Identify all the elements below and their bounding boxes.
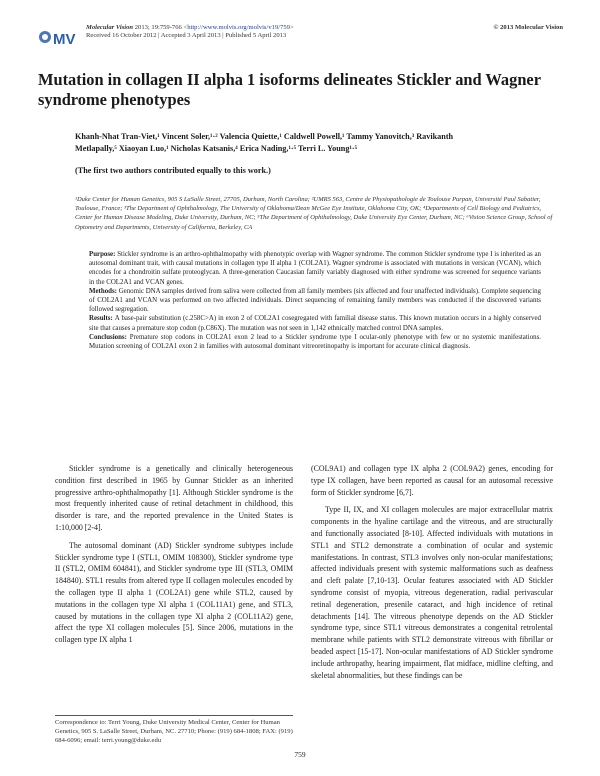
copyright: © 2013 Molecular Vision (493, 24, 563, 31)
affiliations: ¹Duke Center for Human Genetics, 905 S LaSalle Street, 27705, Durham, North Carolina; ²UMRS 563, Centre de Physiopathologie de Toulouse Purpan, Université Paul Sabatier, Toulouse, France; ³The Department of Ophthalmology, The University of Oklahoma/Dean McGee Eye Institute, Oklahoma City, OK; ⁴Departments of Cell Biology and Pediatrics, Center for Human Disease Modeling, Duke University, Durham, NC; ⁵The Department of Ophthalmology, Duke University Eye Center, Durham, NC; ⁶Vision Science Group, School of Optometry and Departments, University of California, Berkeley, CA (75, 196, 553, 231)
results-label: Results: (89, 315, 115, 323)
conclusions-text: Premature stop codons in COL2A1 exon 2 lead to a Stickler syndrome type I ocular-only phenotype with few or no systemic manifestations. Mutation screening of COL2A1 exon 2 in families with autosomal dominant vitreoretinopathy is important for accurate clinical diagnosis. (89, 333, 541, 351)
author-list (75, 131, 555, 154)
paragraph: The autosomal dominant (AD) Stickler syndrome subtypes include Stickler syndrome type I (STL1, OMIM 108300), Stickler syndrome type II (STL2, OMIM 604841), and Stickler syndrome type III (STL3, OMIM 184840). STL1 results from altered type II collagen molecules encoded by the collagen type II alpha 1 (COL2A1) gene while STL2, caused by mutations in the collagen type XI alpha 1 (COL11A1) gene, and STL3, caused by mutations in the collagen type XI alpha 2 (COL11A2) gene, affect the type XI collagen molecules [5]. Since 2006, mutations in the collagen type IX alpha 1 (55, 540, 293, 645)
citation: 2013; 19:759-766 < (133, 24, 188, 31)
authors-line-2: Metlapally,⁵ Xiaoyan Luo,¹ Nicholas Katsanis,⁴ Erica Nading,¹·⁵ Terri L. Young¹·⁵ (75, 143, 358, 153)
logo-text: MV (53, 31, 76, 48)
purpose-label: Purpose: (89, 251, 118, 258)
paragraph: Stickler syndrome is a genetically and clinically heterogeneous condition first described in 1965 by Gunnar Stickler as an inherited progressive arthro-ophthalmopathy [1]. Although Stickler syndrome is the most frequently inherited cause of retinal detachment in childhood, this disorder is rare, and the reported prevalence in the United States is 1:10,000 [2-4]. (55, 464, 293, 532)
results-text: A base-pair substitution (c.258C>A) in exon 2 of COL2A1 cosegregated with familial disease status. This known mutation occurs in a highly conserved site that causes a premature stop codon (p.C86X). The mutation was not seen in 1,142 ethnically matched control DNA samples. (89, 315, 541, 332)
paragraph: (COL9A1) and collagen type IX alpha 2 (COL9A2) genes, encoding for type IX collagen, have been reported as causal for an autosomal recessive form of Stickler syndrome [6,7]. (311, 464, 553, 497)
journal-name: Molecular Vision (86, 24, 134, 31)
abstract (89, 250, 541, 351)
methods-text: Genomic DNA samples derived from saliva were collected from all family members (six affected and four unaffected individuals). Complete sequencing of COL2A1 and VCAN was performed on two affected individuals. Direct sequencing of remaining family members was conducted if the discovered variants followed segregation. (89, 287, 541, 314)
body-left-column (55, 463, 293, 652)
article-title: Mutation in collagen II alpha 1 isoforms delineates Stickler and Wagner syndrome phenotypes (38, 70, 541, 109)
abstract-results (89, 314, 541, 332)
abstract-methods (89, 287, 541, 315)
abstract-conclusions (89, 333, 541, 351)
methods-label: Methods: (89, 287, 119, 295)
article-url-link[interactable]: http://www.molvis.org/molvis/v19/759 (187, 24, 290, 31)
citation-end: > (289, 24, 294, 31)
conclusions-label: Conclusions: (89, 333, 130, 341)
paragraph: Type II, IX, and XI collagen molecules are major extracellular matrix components in the hyaline cartilage and the vitreous, and are structurally and functionally associated [8-10]. Affected individuals with mutations in STL1 and STL2 demonstrate a combination of ocular and systemic manifestations. In contrast, STL3 involves only non-ocular manifestations; affected individuals present with systemic malformations such as deafness and cleft palate [7,10-13]. Ocular features associated with AD Stickler syndrome consist of myopia, vitreous degeneration, radial perivascular retinal degeneration, presenile cataract, and high incidence of retinal detachments [14]. The vitreous phenotype depends on the AD Stickler syndrome type, since STL1 vitreous demonstrates a congenital retrolental membrane while patients with STL2 demonstrate vitreous with fibrillar or beaded aspect [15-17]. Non-ocular manifestations of AD Stickler syndrome include arthropathy, hearing impairment, flat midface, midline clefting, and skeletal abnormalities, but these findings can be (311, 505, 553, 680)
correspondence-footnote: Correspondence to: Terri Young, Duke University Medical Center, Center for Human Genetics, 905 S. LaSalle Street, Durham, NC. 27710; Phone: (919) 684-1808; FAX: (919) 684-6096; email: terri.young@duke.edu (55, 715, 293, 745)
body-right-column (311, 463, 553, 687)
authors-line-1: Khanh-Nhat Tran-Viet,¹ Vincent Soler,¹·² Valencia Quiette,¹ Caldwell Powell,¹ Tammy Yanovitch,³ Ravikanth (75, 132, 454, 141)
purpose-text: Stickler syndrome is an arthro-ophthalmopathy with phenotypic overlap with Wagner syndrome. The common Stickler syndrome type I is inherited as an autosomal dominant trait, with causal mutations in collagen type II alpha 1 (COL2A1). Wagner syndrome is associated with mutations in versican (VCAN), which encodes for a chondroitin sulfate proteoglycan. A three-generation Caucasian family variably diagnosed with either syndrome was screened for sequence variants in the COL2A1 and VCAN genes. (89, 251, 542, 286)
page-number: 759 (294, 750, 306, 759)
citation-block (86, 24, 294, 41)
journal-header (38, 24, 563, 54)
abstract-purpose (89, 250, 541, 287)
molecular-vision-logo (38, 24, 82, 50)
equal-contribution-note: (The first two authors contributed equally to this work.) (75, 166, 271, 175)
received-dates: Received 16 October 2012 | Accepted 3 April 2013 | Published 5 April 2013 (86, 32, 287, 40)
